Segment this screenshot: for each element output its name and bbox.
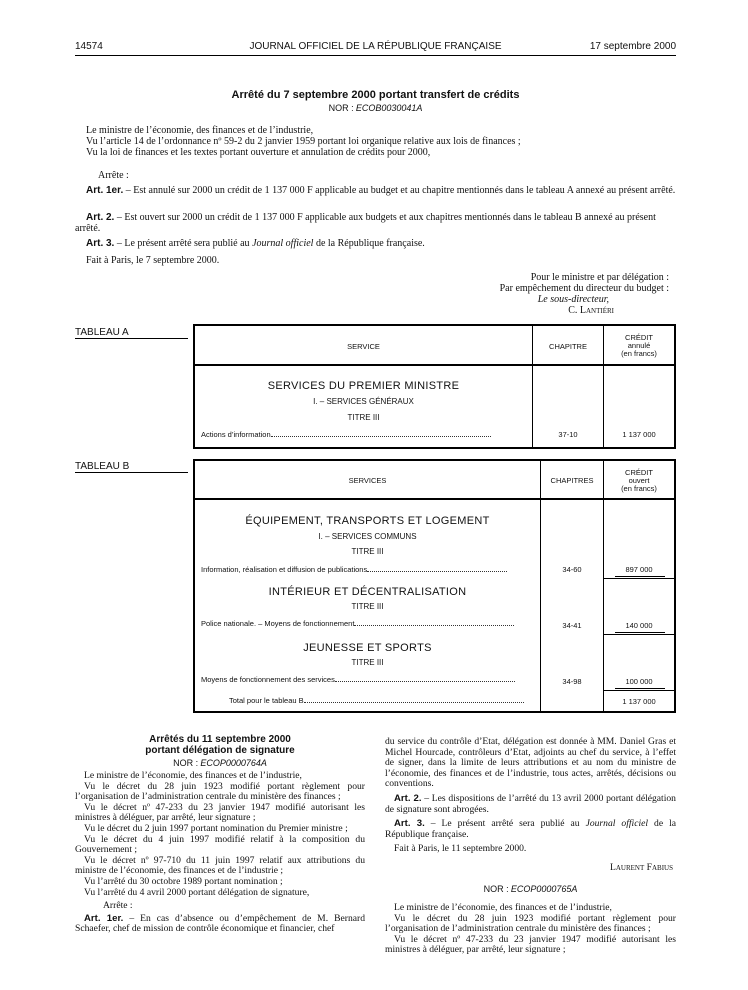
table-row: Moyens de fonctionnement des services xyxy=(201,675,536,684)
table-row: Actions d’information xyxy=(201,430,527,439)
total-credit: 1 137 000 xyxy=(622,697,656,706)
total-row: Total pour le tableau B xyxy=(229,696,536,705)
row-chapitre: 34-60 xyxy=(562,565,582,574)
arrete2-col2: du service du contrôle d’Etat, délégation est donnée à MM. Daniel Gras et Michel Hourcade, contrôleurs d’Etat, adjoints au chef du service, à l’effet de signer, dans la limite de leurs attributions et au nom du ministre de l’économie, des finances et de l’industrie, tous actes, arrêtés, décisions ou conventions. Art. 2. – Les dispositions de l’arrêté du 13 avril 2000 portant délégation de signature sont abrogées. Art. 3. – Le présent arrêté sera publié au Journal officiel de la République française. Fait à Paris, le 11 septembre 2000. Laurent Fabius xyxy=(385,736,676,873)
arrete1-preamble: Le ministre de l’économie, des finances et de l’industrie, Vu l’article 14 de l’ordonnance nº 59-2 du 2 janvier 1959 portant loi organique relative aux lois de finances ; Vu la loi de finances et les textes portant ouverture et annulation de crédits pour 2000, xyxy=(86,125,521,158)
arrete2-nor: NOR : ECOP0000764A xyxy=(173,758,267,768)
col-services: SERVICES xyxy=(348,476,387,485)
section-subtitle: I. – SERVICES GÉNÉRAUX xyxy=(313,397,414,406)
arrete1-art2: Art. 2. – Est ouvert sur 2000 un crédit de 1 137 000 F applicable aux budgets et aux chapitres mentionnés dans le tableau B annexé au présent arrêté. xyxy=(75,212,656,234)
col-chapitres: CHAPITRES xyxy=(550,476,594,485)
section-title: ÉQUIPEMENT, TRANSPORTS ET LOGEMENT xyxy=(245,515,490,527)
section-titre: TITRE III xyxy=(347,413,380,422)
section-subtitle: I. – SERVICES COMMUNS xyxy=(318,532,417,541)
section-titre: TITRE III xyxy=(351,602,384,611)
tableau-a xyxy=(193,324,676,449)
arrete3-col2: Le ministre de l’économie, des finances et de l’industrie, Vu le décret du 28 juin 1923 modifié portant règlement pour l’organisation de l’administration centrale du ministère des finances ; Vu le décret nº 47-233 du 23 janvier 1947 modifié autorisant les ministres à déléguer, par arrêté, leur signature ; xyxy=(385,902,676,956)
row-credit: 1 137 000 xyxy=(622,430,656,439)
arrete1-nor: NOR : ECOB0030041A xyxy=(328,103,423,113)
arrete2-col1: Le ministre de l’économie, des finances et de l’industrie, Vu le décret du 28 juin 1923 modifié portant règlement pour l’organisation de l’administration centrale du ministère des finances ; Vu le décret nº 47-233 du 23 janvier 1947 modifié autorisant les ministres à déléguer, par arrêté, leur signature ; Vu le décret du 2 juin 1997 portant nomination du Premier ministre ; Vu le décret du 4 juin 1997 modifié relatif à la composition du Gouvernement ; Vu le décret nº 97-710 du 11 juin 1997 relatif aux attributions du ministre de l’économie, des finances et de l’industrie ; Vu l’arrêté du 30 octobre 1989 portant nomination ; Vu l’arrêté du 4 avril 2000 portant délégation de signature, Arrête : Art. 1er. – En cas d’absence ou d’empêchement de M. Bernard Schaefer, chef de mission de contrôle économique et financier, chef xyxy=(75,770,365,935)
tableau-b xyxy=(193,459,676,713)
row-credit: 897 000 xyxy=(625,565,653,574)
section-titre: TITRE III xyxy=(351,547,384,556)
section-title: SERVICES DU PREMIER MINISTRE xyxy=(267,380,460,392)
row-chapitre: 34-98 xyxy=(562,677,582,686)
arrete1-title: Arrêté du 7 septembre 2000 portant transfert de crédits xyxy=(231,89,520,101)
arrete2-signature: Laurent Fabius xyxy=(610,861,673,873)
journal-title: JOURNAL OFFICIEL DE LA RÉPUBLIQUE FRANÇAISE xyxy=(249,41,502,52)
header-rule xyxy=(75,55,676,56)
row-credit: 100 000 xyxy=(625,677,653,686)
arrete1-signature: Pour le ministre et par délégation : Par empêchement du directeur du budget : Le sous-directeur, C. Lantiéri xyxy=(499,272,669,316)
tableau-a-label: TABLEAU A xyxy=(75,327,188,339)
col-chapitre: CHAPITRE xyxy=(549,342,587,351)
arrete3-nor: NOR : ECOP0000765A xyxy=(483,884,578,894)
section-titre: TITRE III xyxy=(351,658,384,667)
row-chapitre: 34-41 xyxy=(562,621,582,630)
arrete2-title: Arrêtés du 11 septembre 2000 portant délégation de signature xyxy=(145,734,295,756)
col-credit: CRÉDIT annulé (en francs) xyxy=(621,333,657,358)
table-row: Information, réalisation et diffusion de publications xyxy=(201,565,536,574)
tableau-b-label: TABLEAU B xyxy=(75,461,188,473)
row-credit: 140 000 xyxy=(625,621,653,630)
arrete1-arrete: Arrête : xyxy=(98,170,129,181)
page-number: 14574 xyxy=(75,41,103,52)
row-chapitre: 37-10 xyxy=(558,430,578,439)
arrete1-art3: Art. 3. – Le présent arrêté sera publié au Journal officiel de la République française. xyxy=(86,238,425,249)
arrete1-fait: Fait à Paris, le 7 septembre 2000. xyxy=(86,255,220,266)
section-title: JEUNESSE ET SPORTS xyxy=(303,642,432,654)
section-title: INTÉRIEUR ET DÉCENTRALISATION xyxy=(268,586,467,598)
arrete1-art1: Art. 1er. – Est annulé sur 2000 un crédit de 1 137 000 F applicable au budget et au chapitre mentionnés dans le tableau A annexé au présent arrêté. xyxy=(86,185,676,196)
issue-date: 17 septembre 2000 xyxy=(589,41,676,52)
table-row: Police nationale. – Moyens de fonctionnement xyxy=(201,619,536,628)
col-credit: CRÉDIT ouvert (en francs) xyxy=(621,468,657,493)
col-service: SERVICE xyxy=(347,342,380,351)
